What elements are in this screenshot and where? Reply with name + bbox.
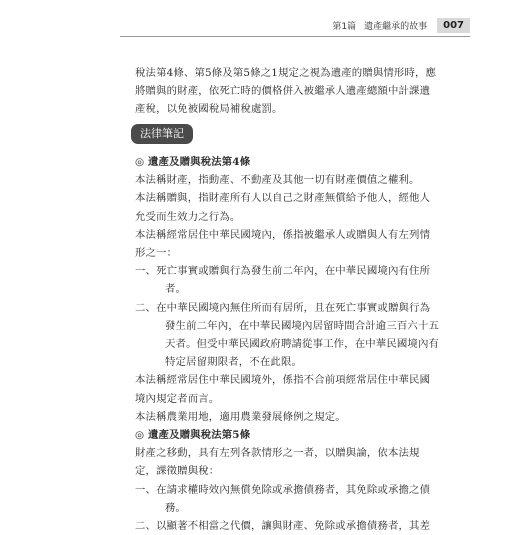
legal-notes-tag: 法律筆記: [131, 124, 193, 144]
text-line: 本法稱贈與，指財產所有人以自己之財產無償給予他人，經他人: [135, 192, 431, 205]
text-line: 特定居留期限者，不在此限。: [165, 356, 303, 369]
text-line: 本法稱農業用地，適用農業發展條例之規定。: [135, 410, 346, 423]
text-line: 財產之移動，具有左列各款情形之一者，以贈與論，依本法規: [135, 447, 420, 460]
text-line: 將贈與的財產，依死亡時的價格併入被繼承人遺產總額中計課遺: [135, 85, 431, 98]
running-header: [332, 14, 470, 36]
text-line: 本法稱經常居住中華民國境外，係指不合前項經常居住中華民國: [135, 374, 431, 387]
text-line: 本法稱財產，指動產、不動產及其他一切有財產價值之權利。: [135, 174, 420, 187]
text-line: 一、在請求權時效內無償免除或承擔債務者，其免除或承擔之債: [135, 483, 431, 496]
text-line: 一、死亡事實或贈與行為發生前二年內，在中華民國境內有住所: [135, 265, 431, 278]
header-divider: [120, 36, 470, 37]
page-number: 007: [437, 18, 470, 33]
text-line: 二、在中華民國境內無住所而有居所，且在死亡事實或贈與行為: [135, 301, 431, 314]
text-line: 本法稱經常居住中華民國境內，係指被繼承人或贈與人有左列情: [135, 228, 431, 241]
text-line: 產稅，以免被國稅局補稅處罰。: [135, 103, 283, 116]
text-line: 允受而生效力之行為。: [135, 210, 241, 223]
chapter-label: 第1篇: [332, 21, 357, 32]
statute-heading: ◎ 遺產及贈與稅法第5條: [135, 429, 251, 442]
intro-paragraph: [135, 64, 437, 119]
statute-heading: ◎ 遺產及贈與稅法第4條: [135, 156, 251, 168]
text-line: 稅法第4條、第5條及第5條之1規定之視為遺產的贈與情形時，應: [135, 67, 437, 79]
chapter-title: 遺產繼承的故事: [364, 21, 428, 32]
legal-notes-body: [135, 153, 440, 535]
text-line: 二、以顯著不相當之代價，讓與財產、免除或承擔債務者，其差: [135, 520, 431, 533]
text-line: 定，課徵贈與稅：: [135, 465, 220, 478]
text-line: 務。: [165, 501, 187, 514]
text-line: 境內規定者而言。: [135, 392, 220, 405]
text-line: 者。: [165, 283, 187, 296]
text-line: 天者。但受中華民國政府聘請從事工作，在中華民國境內有: [165, 338, 440, 351]
text-line: 發生前二年內，在中華民國境內居留時間合計逾三百六十五: [165, 319, 440, 332]
text-line: 形之一：: [135, 247, 178, 260]
